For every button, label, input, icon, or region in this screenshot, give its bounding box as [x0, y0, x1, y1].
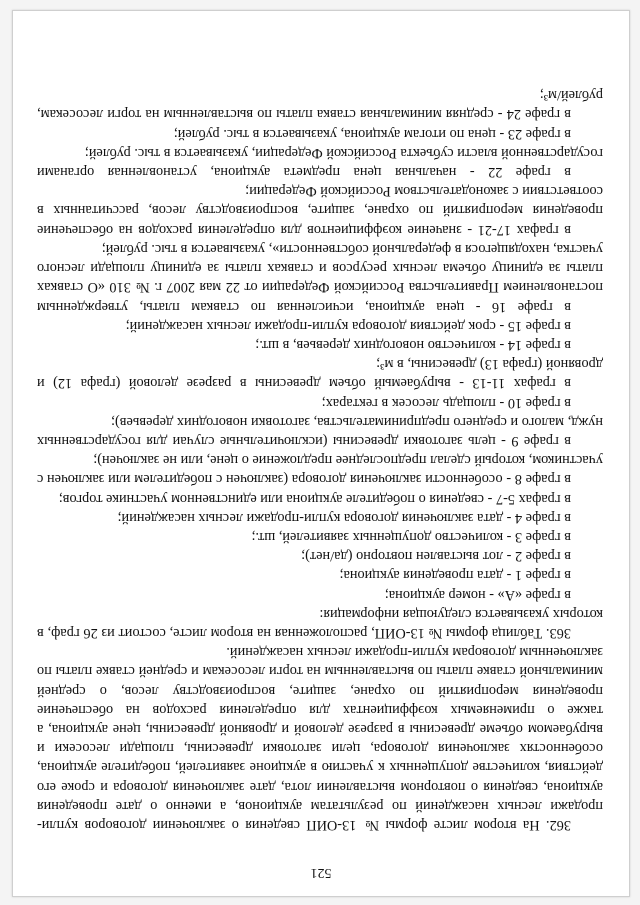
paragraph: в графе 1 - дата проведения аукциона;	[339, 567, 571, 584]
paragraph: в графах 11-13 - вырубаемый объем древесины в разрезе деловой (графа 12) и дровяной (графа 13) древесины, в м³;	[37, 356, 603, 392]
paragraph: в графе 10 - площадь лесосек в гектарах;	[321, 394, 571, 411]
paragraph: в графе 2 - лот выставлен повторно (да/нет);	[301, 548, 571, 565]
document-page	[12, 10, 630, 897]
paragraph: в графе 16 - цена аукциона, исчисленная по ставкам платы, утвержденным постановлением Правительства Российской Федерации от 22 мая 2007 г. № 310 «О ставках платы за единицу объема лесных ресурсов и ставках платы за единицу площади лесного участка, находящегося в федеральной собственности», указывается в тыс. рублей;	[37, 240, 603, 315]
paragraph: 363. Таблица формы № 13-ОИП, расположенная на втором листе, состоит из 26 граф, в которых указывается следующая информация:	[37, 605, 603, 641]
paragraph: в графе 9 - цель заготовки древесины (исключительные случаи для государственных нужд, малого и среднего предпринимательства, заготовки новогодних деревьев);	[37, 413, 603, 449]
paragraph: в графе 22 - начальная цена предмета аукциона, установленная органами государственной власти субъекта Российской Федерации, указывается в тыс. рублей;	[37, 144, 603, 181]
paragraph: в графе 3 - количество допущенных заявителей, шт.;	[251, 528, 571, 545]
paragraph: в графе 8 - особенности заключения договора (заключен с победителем или заключен с участником, который сделал предпоследнее предложение о цене, или не заключен);	[37, 452, 603, 488]
paragraph: 362. На втором листе формы № 13-ОИП сведения о заключении договоров купли-продажи лесных насаждений по результатам аукционов, а именно о дате проведения аукциона, сведения о повторном выставлении лота, дате заключения договора и сроке его действия, количестве допущенных к участию в аукционе заявителей, победителе аукциона, особенностях заключения договора, цели заготовки древесины, площади лесосеки и вырубаемом объеме древесины в разрезе деловой и дровяной древесины, цене аукциона, а также о применяемых коэффициентах для определения расходов на обеспечение проведения мероприятий по охране, защите, воспроизводству лесов, о средней минимальной ставке платы по выставленным на торги лесосекам и средней ставке платы по заключенным договорам купли-продажи лесных насаждений.	[37, 644, 603, 833]
upside-down-page-content	[13, 11, 629, 896]
paragraph: в графе 23 - цена по итогам аукциона, указывается в тыс. рублей;	[173, 125, 571, 142]
paragraph: в графе 4 - дата заключения договора купли-продажи лесных насаждений;	[117, 509, 571, 526]
document-body	[37, 85, 603, 834]
paragraph: в графах 5-7 - сведения о победителе аукциона или единственном участнике торгов;	[58, 490, 571, 507]
paragraph: в графе 24 - средняя минимальная ставка платы по выставленным на торги лесосекам, рублей/м³;	[37, 87, 603, 123]
paragraph: в графе 15 - срок действия договора купли-продажи лесных насаждений;	[125, 317, 571, 334]
paragraph: в графах 17-21 - значение коэффициентов для определения расходов на обеспечение проведения мероприятий по охране, защите, воспроизводству лесов, рассчитанных в соответствии с законодательством Российской Федерации;	[37, 183, 603, 238]
paragraph: в графе «А» - номер аукциона;	[384, 586, 571, 603]
page-number: 521	[310, 865, 332, 880]
paragraph: в графе 14 - количество новогодних деревьев, в шт.;	[255, 336, 571, 353]
